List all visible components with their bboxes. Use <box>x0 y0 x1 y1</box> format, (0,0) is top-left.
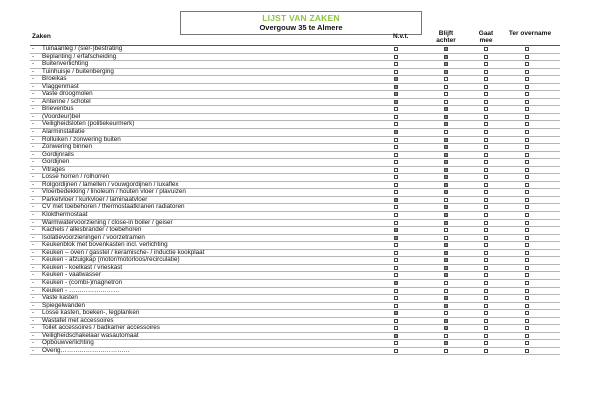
blijft-achter-checkbox[interactable] <box>444 70 448 74</box>
table-row <box>30 265 560 273</box>
table-row <box>30 159 560 167</box>
table-row <box>30 69 560 77</box>
gaat-mee-checkbox[interactable] <box>484 341 488 345</box>
row-bullet: - <box>32 211 35 219</box>
blijft-achter-checkbox[interactable] <box>444 243 448 247</box>
blijft-achter-checkbox[interactable] <box>444 281 448 285</box>
row-label: Buitenverlichting <box>42 60 89 68</box>
nvt-checkbox[interactable] <box>394 130 398 134</box>
gaat-mee-checkbox[interactable] <box>484 266 488 270</box>
row-label: Keuken - afzuigkap (motor/motorloos/recirculatie) <box>42 256 180 264</box>
ter-overname-checkbox[interactable] <box>525 349 529 353</box>
blijft-achter-checkbox[interactable] <box>444 341 448 345</box>
nvt-checkbox[interactable] <box>394 228 398 232</box>
row-label: Toilet accessoires / badkamer accessoires <box>42 324 160 332</box>
ter-overname-checkbox[interactable] <box>525 47 529 51</box>
document-title: LIJST VAN ZAKEN <box>262 13 340 23</box>
blijft-achter-checkbox[interactable] <box>444 183 448 187</box>
gaat-mee-checkbox[interactable] <box>484 85 488 89</box>
nvt-checkbox[interactable] <box>394 92 398 96</box>
ter-overname-checkbox[interactable] <box>525 319 529 323</box>
blijft-achter-checkbox[interactable] <box>444 190 448 194</box>
row-bullet: - <box>32 82 35 90</box>
blijft-achter-checkbox[interactable] <box>444 319 448 323</box>
gaat-mee-checkbox[interactable] <box>484 138 488 142</box>
column-header-nvt: N.v.t. <box>393 33 409 40</box>
ter-overname-checkbox[interactable] <box>525 55 529 59</box>
table-row <box>30 204 560 212</box>
nvt-checkbox[interactable] <box>394 183 398 187</box>
ter-overname-checkbox[interactable] <box>525 138 529 142</box>
nvt-checkbox[interactable] <box>394 70 398 74</box>
gaat-mee-checkbox[interactable] <box>484 273 488 277</box>
blijft-achter-checkbox[interactable] <box>444 289 448 293</box>
row-bullet: - <box>32 271 35 279</box>
table-row <box>30 167 560 175</box>
ter-overname-checkbox[interactable] <box>525 334 529 338</box>
table-row <box>30 152 560 160</box>
ter-overname-checkbox[interactable] <box>525 236 529 240</box>
ter-overname-checkbox[interactable] <box>525 281 529 285</box>
row-bullet: - <box>32 173 35 181</box>
gaat-mee-checkbox[interactable] <box>484 198 488 202</box>
gaat-mee-checkbox[interactable] <box>484 100 488 104</box>
row-label: Overig…………………………… <box>42 346 130 354</box>
blijft-achter-checkbox[interactable] <box>444 145 448 149</box>
row-bullet: - <box>32 52 35 60</box>
gaat-mee-checkbox[interactable] <box>484 221 488 225</box>
gaat-mee-checkbox[interactable] <box>484 153 488 157</box>
blijft-achter-checkbox[interactable] <box>444 62 448 66</box>
column-header-blijft-achter: Blijft achter <box>436 30 456 44</box>
ter-overname-checkbox[interactable] <box>525 266 529 270</box>
row-label: Rolgordijnen / lamellen / vouwgordijnen / luxaflex <box>42 180 179 188</box>
gaat-mee-checkbox[interactable] <box>484 145 488 149</box>
table-row <box>30 121 560 129</box>
nvt-checkbox[interactable] <box>394 289 398 293</box>
row-label: Gordijnrails <box>42 150 74 158</box>
row-label: Rolluiken / zonwering buiten <box>42 135 121 143</box>
gaat-mee-checkbox[interactable] <box>484 47 488 51</box>
row-label: Keuken – oven / gasstel / keramische- / inductie kookplaat <box>42 248 205 256</box>
nvt-checkbox[interactable] <box>394 296 398 300</box>
row-bullet: - <box>32 316 35 324</box>
gaat-mee-checkbox[interactable] <box>484 334 488 338</box>
gaat-mee-checkbox[interactable] <box>484 289 488 293</box>
row-label: Keuken - (combi-)magnetron <box>42 278 123 286</box>
ter-overname-checkbox[interactable] <box>525 175 529 179</box>
row-label: Keuken - koelkast / vrieskast <box>42 263 123 271</box>
row-label: Antenne / schotel <box>42 97 91 105</box>
row-label: Keukenblok met bovenkasten incl. verlichting <box>42 241 168 249</box>
row-label: Kachels / allesbrander / toebehoren <box>42 226 142 234</box>
ter-overname-checkbox[interactable] <box>525 153 529 157</box>
blijft-achter-checkbox[interactable] <box>444 258 448 262</box>
row-bullet: - <box>32 263 35 271</box>
row-bullet: - <box>32 241 35 249</box>
row-label: Vitrages <box>42 165 65 173</box>
row-label: Tuinhuisje / buitenberging <box>42 67 114 75</box>
gaat-mee-checkbox[interactable] <box>484 326 488 330</box>
row-bullet: - <box>32 294 35 302</box>
row-bullet: - <box>32 158 35 166</box>
column-header-ter-overname: Ter overname <box>508 30 552 37</box>
row-bullet: - <box>32 218 35 226</box>
row-label: Vaste droogmolen <box>42 90 93 98</box>
ter-overname-checkbox[interactable] <box>525 130 529 134</box>
ter-overname-checkbox[interactable] <box>525 183 529 187</box>
row-bullet: - <box>32 75 35 83</box>
row-bullet: - <box>32 233 35 241</box>
blijft-achter-checkbox[interactable] <box>444 198 448 202</box>
row-label: Parketvloer / kurkvloer / laminaatvloer <box>42 195 148 203</box>
nvt-checkbox[interactable] <box>394 334 398 338</box>
ter-overname-checkbox[interactable] <box>525 311 529 315</box>
blijft-achter-checkbox[interactable] <box>444 304 448 308</box>
gaat-mee-checkbox[interactable] <box>484 213 488 217</box>
gaat-mee-checkbox[interactable] <box>484 251 488 255</box>
row-bullet: - <box>32 60 35 68</box>
table-row <box>30 76 560 84</box>
row-bullet: - <box>32 301 35 309</box>
blijft-achter-checkbox[interactable] <box>444 334 448 338</box>
blijft-achter-checkbox[interactable] <box>444 349 448 353</box>
row-label: Alarminstallatie <box>42 128 85 136</box>
row-label: Keuken - vaatwasser <box>42 271 101 279</box>
blijft-achter-checkbox[interactable] <box>444 213 448 217</box>
gaat-mee-checkbox[interactable] <box>484 236 488 240</box>
ter-overname-checkbox[interactable] <box>525 296 529 300</box>
blijft-achter-checkbox[interactable] <box>444 236 448 240</box>
nvt-checkbox[interactable] <box>394 243 398 247</box>
gaat-mee-checkbox[interactable] <box>484 122 488 126</box>
nvt-checkbox[interactable] <box>394 100 398 104</box>
blijft-achter-checkbox[interactable] <box>444 77 448 81</box>
blijft-achter-checkbox[interactable] <box>444 168 448 172</box>
ter-overname-checkbox[interactable] <box>525 198 529 202</box>
row-bullet: - <box>32 248 35 256</box>
ter-overname-checkbox[interactable] <box>525 326 529 330</box>
blijft-achter-checkbox[interactable] <box>444 205 448 209</box>
table-header <box>30 31 560 46</box>
nvt-checkbox[interactable] <box>394 153 398 157</box>
gaat-mee-checkbox[interactable] <box>484 228 488 232</box>
row-bullet: - <box>32 346 35 354</box>
ter-overname-checkbox[interactable] <box>525 258 529 262</box>
blijft-achter-checkbox[interactable] <box>444 175 448 179</box>
nvt-checkbox[interactable] <box>394 319 398 323</box>
row-label: Veiligheidschakelaar wasautomaat <box>42 331 139 339</box>
nvt-checkbox[interactable] <box>394 221 398 225</box>
gaat-mee-checkbox[interactable] <box>484 130 488 134</box>
nvt-checkbox[interactable] <box>394 115 398 119</box>
item-list <box>30 46 560 355</box>
nvt-checkbox[interactable] <box>394 190 398 194</box>
table-row <box>30 333 560 341</box>
row-bullet: - <box>32 120 35 128</box>
nvt-checkbox[interactable] <box>394 281 398 285</box>
ter-overname-checkbox[interactable] <box>525 77 529 81</box>
ter-overname-checkbox[interactable] <box>525 145 529 149</box>
row-bullet: - <box>32 45 35 52</box>
gaat-mee-checkbox[interactable] <box>484 115 488 119</box>
ter-overname-checkbox[interactable] <box>525 273 529 277</box>
row-label: Spiegelwanden <box>42 301 86 309</box>
blijft-achter-checkbox[interactable] <box>444 92 448 96</box>
nvt-checkbox[interactable] <box>394 266 398 270</box>
table-row <box>30 144 560 152</box>
gaat-mee-checkbox[interactable] <box>484 205 488 209</box>
gaat-mee-checkbox[interactable] <box>484 55 488 59</box>
row-bullet: - <box>32 105 35 113</box>
row-bullet: - <box>32 112 35 120</box>
row-label: Vlaggenmast <box>42 82 79 90</box>
table-row <box>30 106 560 114</box>
nvt-checkbox[interactable] <box>394 138 398 142</box>
row-bullet: - <box>32 150 35 158</box>
row-label: Broeikas <box>42 75 67 83</box>
blijft-achter-checkbox[interactable] <box>444 273 448 277</box>
ter-overname-checkbox[interactable] <box>525 122 529 126</box>
row-bullet: - <box>32 226 35 234</box>
row-label: Beplanting / erfafscheiding <box>42 52 117 60</box>
nvt-checkbox[interactable] <box>394 304 398 308</box>
row-bullet: - <box>32 90 35 98</box>
row-label: Warmwatervoorziening / close-in boiler / geiser <box>42 218 173 226</box>
nvt-checkbox[interactable] <box>394 205 398 209</box>
nvt-checkbox[interactable] <box>394 198 398 202</box>
blijft-achter-checkbox[interactable] <box>444 138 448 142</box>
gaat-mee-checkbox[interactable] <box>484 183 488 187</box>
table-row <box>30 91 560 99</box>
row-bullet: - <box>32 331 35 339</box>
row-label: Klokthermostaat <box>42 211 88 219</box>
row-label: Keuken - …………………… <box>42 286 120 294</box>
gaat-mee-checkbox[interactable] <box>484 258 488 262</box>
nvt-checkbox[interactable] <box>394 47 398 51</box>
ter-overname-checkbox[interactable] <box>525 304 529 308</box>
table-row <box>30 348 560 356</box>
row-bullet: - <box>32 339 35 347</box>
ter-overname-checkbox[interactable] <box>525 92 529 96</box>
nvt-checkbox[interactable] <box>394 175 398 179</box>
gaat-mee-checkbox[interactable] <box>484 92 488 96</box>
gaat-mee-checkbox[interactable] <box>484 311 488 315</box>
nvt-checkbox[interactable] <box>394 311 398 315</box>
gaat-mee-checkbox[interactable] <box>484 349 488 353</box>
row-bullet: - <box>32 309 35 317</box>
row-label: Wastafel met accessoires <box>42 316 114 324</box>
row-label: Losse kasten, boeken-, legplanken <box>42 309 140 317</box>
row-bullet: - <box>32 180 35 188</box>
nvt-checkbox[interactable] <box>394 77 398 81</box>
nvt-checkbox[interactable] <box>394 341 398 345</box>
nvt-checkbox[interactable] <box>394 85 398 89</box>
row-bullet: - <box>32 256 35 264</box>
blijft-achter-checkbox[interactable] <box>444 85 448 89</box>
blijft-achter-checkbox[interactable] <box>444 115 448 119</box>
table-row <box>30 54 560 62</box>
column-header-gaat-mee: Gaat mee <box>478 30 494 44</box>
blijft-achter-checkbox[interactable] <box>444 251 448 255</box>
blijft-achter-checkbox[interactable] <box>444 228 448 232</box>
row-label: Vloerbedekking / linoleum / houten vloer / plavuizen <box>42 188 186 196</box>
nvt-checkbox[interactable] <box>394 213 398 217</box>
gaat-mee-checkbox[interactable] <box>484 175 488 179</box>
row-label: Isolatievoorzieningen / voorzetramen <box>42 233 145 241</box>
row-bullet: - <box>32 165 35 173</box>
blijft-achter-checkbox[interactable] <box>444 296 448 300</box>
row-label: Veiligheidsloten (politiekeurmerk) <box>42 120 135 128</box>
ter-overname-checkbox[interactable] <box>525 228 529 232</box>
row-label: CV met toebehoren / thermostaatkranen radiatoren <box>42 203 185 211</box>
blijft-achter-checkbox[interactable] <box>444 153 448 157</box>
row-bullet: - <box>32 143 35 151</box>
blijft-achter-checkbox[interactable] <box>444 107 448 111</box>
row-label: Tuinaanleg / (sier-)bestrating <box>42 45 123 52</box>
row-bullet: - <box>32 203 35 211</box>
nvt-checkbox[interactable] <box>394 326 398 330</box>
ter-overname-checkbox[interactable] <box>525 243 529 247</box>
blijft-achter-checkbox[interactable] <box>444 130 448 134</box>
nvt-checkbox[interactable] <box>394 349 398 353</box>
row-label: (Voordeur)bel <box>42 112 81 120</box>
gaat-mee-checkbox[interactable] <box>484 168 488 172</box>
table-row <box>30 288 560 296</box>
ter-overname-checkbox[interactable] <box>525 205 529 209</box>
row-label: Brievenbus <box>42 105 74 113</box>
gaat-mee-checkbox[interactable] <box>484 319 488 323</box>
nvt-checkbox[interactable] <box>394 107 398 111</box>
ter-overname-checkbox[interactable] <box>525 107 529 111</box>
column-header-zaken: Zaken <box>32 33 51 40</box>
ter-overname-checkbox[interactable] <box>525 289 529 293</box>
blijft-achter-checkbox[interactable] <box>444 311 448 315</box>
nvt-checkbox[interactable] <box>394 122 398 126</box>
gaat-mee-checkbox[interactable] <box>484 190 488 194</box>
ter-overname-checkbox[interactable] <box>525 85 529 89</box>
ter-overname-checkbox[interactable] <box>525 160 529 164</box>
gaat-mee-checkbox[interactable] <box>484 62 488 66</box>
gaat-mee-checkbox[interactable] <box>484 296 488 300</box>
row-label: Vaste kasten <box>42 294 78 302</box>
row-bullet: - <box>32 135 35 143</box>
nvt-checkbox[interactable] <box>394 236 398 240</box>
nvt-checkbox[interactable] <box>394 258 398 262</box>
ter-overname-checkbox[interactable] <box>525 115 529 119</box>
table-row <box>30 295 560 303</box>
row-bullet: - <box>32 97 35 105</box>
nvt-checkbox[interactable] <box>394 160 398 164</box>
row-label: Opbouwverlichting <box>42 339 94 347</box>
blijft-achter-checkbox[interactable] <box>444 326 448 330</box>
ter-overname-checkbox[interactable] <box>525 213 529 217</box>
table-row <box>30 99 560 107</box>
ter-overname-checkbox[interactable] <box>525 251 529 255</box>
gaat-mee-checkbox[interactable] <box>484 107 488 111</box>
table-row <box>30 137 560 145</box>
gaat-mee-checkbox[interactable] <box>484 304 488 308</box>
nvt-checkbox[interactable] <box>394 251 398 255</box>
row-bullet: - <box>32 195 35 203</box>
nvt-checkbox[interactable] <box>394 62 398 66</box>
row-bullet: - <box>32 286 35 294</box>
nvt-checkbox[interactable] <box>394 273 398 277</box>
nvt-checkbox[interactable] <box>394 55 398 59</box>
ter-overname-checkbox[interactable] <box>525 221 529 225</box>
blijft-achter-checkbox[interactable] <box>444 47 448 51</box>
blijft-achter-checkbox[interactable] <box>444 221 448 225</box>
gaat-mee-checkbox[interactable] <box>484 77 488 81</box>
gaat-mee-checkbox[interactable] <box>484 281 488 285</box>
gaat-mee-checkbox[interactable] <box>484 70 488 74</box>
row-bullet: - <box>32 324 35 332</box>
ter-overname-checkbox[interactable] <box>525 100 529 104</box>
blijft-achter-checkbox[interactable] <box>444 122 448 126</box>
row-bullet: - <box>32 128 35 136</box>
ter-overname-checkbox[interactable] <box>525 190 529 194</box>
gaat-mee-checkbox[interactable] <box>484 160 488 164</box>
row-label: Zonwering binnen <box>42 143 93 151</box>
ter-overname-checkbox[interactable] <box>525 62 529 66</box>
row-bullet: - <box>32 67 35 75</box>
document-subtitle: Overgouw 35 te Almere <box>259 23 343 32</box>
ter-overname-checkbox[interactable] <box>525 70 529 74</box>
row-label: Losse horren / rolhorren <box>42 173 110 181</box>
blijft-achter-checkbox[interactable] <box>444 55 448 59</box>
blijft-achter-checkbox[interactable] <box>444 266 448 270</box>
ter-overname-checkbox[interactable] <box>525 168 529 172</box>
table-row <box>30 84 560 92</box>
nvt-checkbox[interactable] <box>394 145 398 149</box>
row-bullet: - <box>32 188 35 196</box>
nvt-checkbox[interactable] <box>394 168 398 172</box>
blijft-achter-checkbox[interactable] <box>444 160 448 164</box>
ter-overname-checkbox[interactable] <box>525 341 529 345</box>
gaat-mee-checkbox[interactable] <box>484 243 488 247</box>
row-label: Gordijnen <box>42 158 70 166</box>
row-bullet: - <box>32 278 35 286</box>
blijft-achter-checkbox[interactable] <box>444 100 448 104</box>
